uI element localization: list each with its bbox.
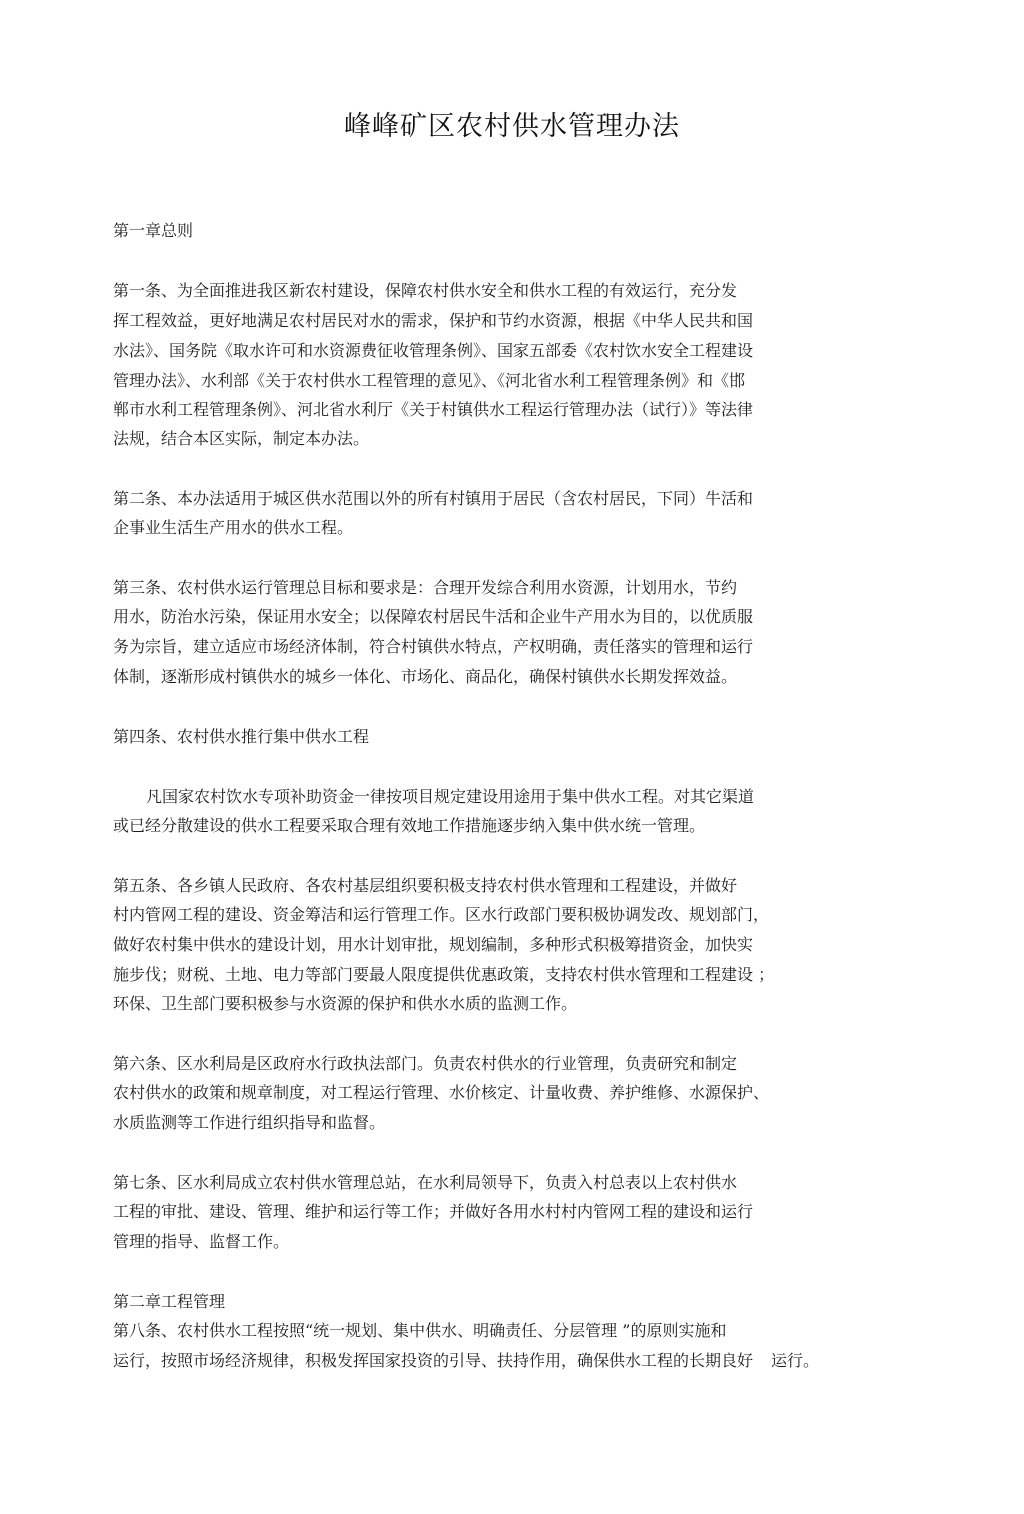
article-6-line: 水质监测等工作进行组织指导和监督。 <box>113 1113 386 1132</box>
article-1-line: 挥工程效益，更好地满足农村居民对水的需求，保护和节约水资源，根据《中华人民共和国 <box>113 311 754 330</box>
article-1-line: 郸市水利工程管理条例》、河北省水利厅《关于村镇供水工程运行管理办法（试行）》等法律 <box>113 400 754 419</box>
article-4-paragraph-line: 或已经分散建设的供水工程要采取合理有效地工作措施逐步纳入集中供水统一管理。 <box>113 816 706 835</box>
chapter-heading-engineering: 第二章工程管理 <box>113 1292 226 1311</box>
article-3-line: 体制，逐渐形成村镇供水的城乡一体化、市场化、商品化，确保村镇供水长期发挥效益。 <box>113 667 738 686</box>
article-8-tail: 运行。 <box>771 1351 820 1370</box>
article-7-line: 工程的审批、建设、管理、维护和运行等工作；并做好各用水村村内管网工程的建设和运行 <box>113 1202 754 1221</box>
article-4-paragraph-line: 凡国家农村饮水专项补助资金一律按项目规定建设用途用于集中供水工程。对其它渠道 <box>146 787 755 806</box>
article-6-line: 农村供水的政策和规章制度，对工程运行管理、水价核定、计量收费、养护维修、水源保护、 <box>113 1083 770 1102</box>
article-4-heading: 第四条、农村供水推行集中供水工程 <box>113 727 370 746</box>
article-8-line <box>113 1351 819 1371</box>
article-1-line: 第一条、为全面推进我区新农村建设，保障农村供水安全和供水工程的有效运行，充分发 <box>113 281 738 300</box>
article-5-line: 村内管网工程的建设、资金筹洁和运行管理工作。区水行政部门要积极协调发改、规划部门， <box>113 905 770 924</box>
article-5-line: 第五条、各乡镇人民政府、各农村基层组织要积极支持农村供水管理和工程建设，并做好 <box>113 876 738 895</box>
article-2-line: 企事业生活生产用水的供水工程。 <box>113 518 354 537</box>
article-3-line: 第三条、农村供水运行管理总目标和要求是：合理开发综合利用水资源，计划用水，节约 <box>113 578 738 597</box>
article-2-line: 第二条、本办法适用于城区供水范围以外的所有村镇用于居民（含农村居民，下同）牛活和 <box>113 489 754 508</box>
article-5-line: 做好农村集中供水的建设计划，用水计划审批，规划编制，多种形式积极筹措资金，加快实 <box>113 935 754 954</box>
article-3-line: 务为宗旨，建立适应市场经济体制，符合村镇供水特点，产权明确，责任落实的管理和运行 <box>113 637 754 656</box>
chapter-heading-general: 第一章总则 <box>113 221 194 240</box>
article-1-line: 管理办法》、水利部《关于农村供水工程管理的意见》、《河北省水利工程管理条例》和《邯 <box>113 371 746 390</box>
article-5-line: 环保、卫生部门要积极参与水资源的保护和供水水质的监测工作。 <box>113 994 578 1013</box>
article-1-line: 水法》、国务院《取水许可和水资源费征收管理条例》、国家五部委《农村饮水安全工程建设 <box>113 341 754 360</box>
article-7-line: 第七条、区水利局成立农村供水管理总站，在水利局领导下，负责入村总表以上农村供水 <box>113 1173 738 1192</box>
article-8-line-text: 运行，按照市场经济规律，积极发挥国家投资的引导、扶持作用，确保供水工程的长期良好 <box>113 1351 754 1370</box>
document-title: 峰峰矿区农村供水管理办法 <box>344 111 680 142</box>
article-5-line: 施步伐；财税、土地、电力等部门要最人限度提供优惠政策，支持农村供水管理和工程建设 ； <box>113 965 775 984</box>
article-7-line: 管理的指导、监督工作。 <box>113 1232 290 1251</box>
article-6-line: 第六条、区水利局是区政府水行政执法部门。负责农村供水的行业管理，负责研究和制定 <box>113 1054 738 1073</box>
article-3-line: 用水，防治水污染，保证用水安全；以保障农村居民牛活和企业牛产用水为目的，以优质服 <box>113 607 754 626</box>
article-8-line: 第八条、农村供水工程按照“统一规划、集中供水、明确责任、分层管理 ”的原则实施和 <box>113 1321 727 1340</box>
article-1-line: 法规，结合本区实际，制定本办法。 <box>113 429 370 448</box>
